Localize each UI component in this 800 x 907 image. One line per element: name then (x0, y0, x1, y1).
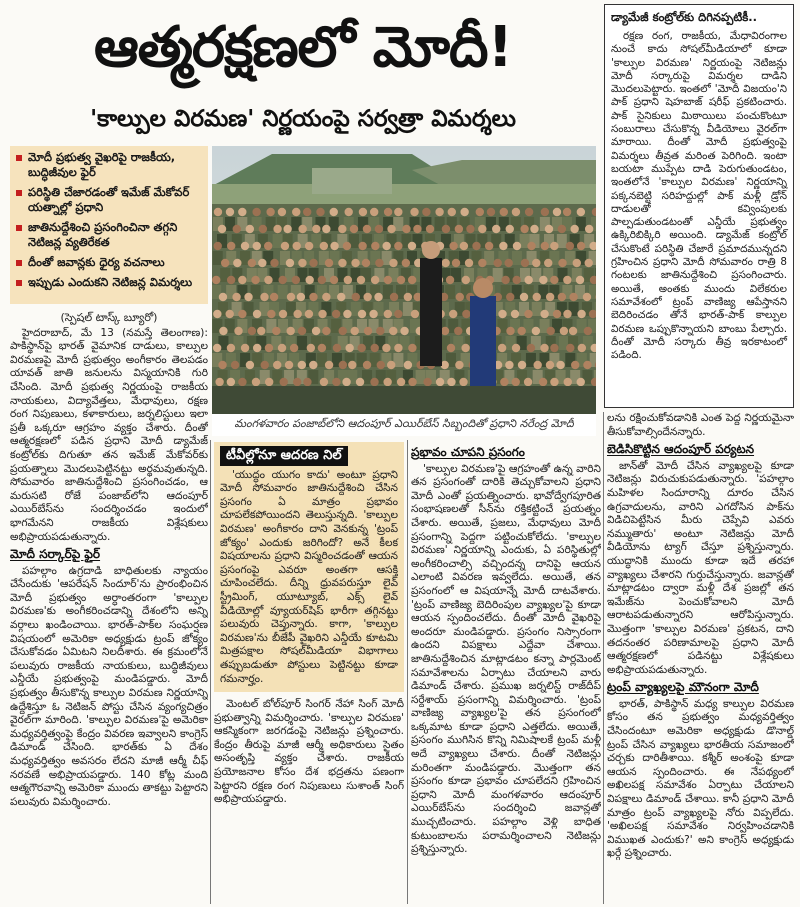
section-heading: మోదీ సర్కార్‌పై ఫైర్ (10, 547, 101, 562)
highlight-item: పరిస్థితి చేజారడంతో ఇమేజ్ మేకోవర్ యత్నాల్లో ప్రధాని (16, 185, 202, 215)
sidebar-box (604, 4, 794, 408)
continued-paragraph: లను రక్షించుకోవడానికి ఎంత పెద్ద నిర్ణయమైనా తీసుకోవాల్సిందేనన్నారు. (607, 412, 794, 438)
highlight-item: ఇప్పుడు ఎందుకని నెటిజన్ల విమర్శలు (16, 275, 202, 290)
highlight-item: దీంతో జవాన్లకు ధైర్య వచనాలు (16, 255, 202, 270)
highlights-box (10, 146, 208, 304)
column-2 (214, 442, 404, 904)
highlight-item: మోదీ ప్రభుత్వ వైఖరిపై రాజకీయ, బుద్ధిజీవుల ఫైర్ (16, 150, 202, 180)
body-paragraph: 'కాల్పుల విరమణ'పై ఆగ్రహంతో ఉన్న వారిని తన ప్రసంగంతో దారికి తెచ్చుకోవాలని ప్రధాని మోదీ ఎంతో ప్రయత్నించారు. భావోద్వేగపూరిత సంభాషణలతో సీన్‌ను రక్తికట్టించే ప్రయత్నం చేశారు. అయితే, ప్రజలు, మేధావులు మోదీ ప్రసంగాన్ని పెద్దగా పట్టించుకోలేదు. 'కాల్పుల విరమణ' నిర్ణయాన్ని ఎందుకు, ఏ పరిస్థితుల్లో అంగీకరించాల్సి వచ్చిందన్న దానిపై ఆయన ఎలాంటి వివరణ ఇవ్వలేదు. అయితే, తన ప్రసంగంలో ఆ విషయాన్నే మోదీ దాటవేశారు. 'ట్రంప్ వాణిజ్య బెదిరింపుల వ్యాఖ్యల'పై కూడా ఆయన స్పందించలేదు. దీంతో మోదీ వైఖరిపై అందరూ మండిపడ్డారు. ప్రసంగం నిస్సారంగా ఉందని విపక్షాలు ఎద్దేవా చేశాయి. జాతినుద్దేశించిన మాట్లాడటం కన్నా పార్లమెంట్ సమావేశాలను ఏర్పాటు చేయాలని వారు డిమాండ్ చేశారు. ప్రముఖ జర్నలిస్ట్ రాజ్‌దీప్ సర్దేశాయ్ ప్రసంగాన్ని విమర్శించారు. 'ట్రంప్ వాణిజ్య వ్యాఖ్యల'పై తన ప్రసంగంలో ఒక్కమాట కూడా ప్రధాని ఎత్తలేదు. అయితే, ప్రసంగం ముగిసిన కొన్ని నిమిషాలకే ట్రంప్ మళ్లీ అదే వ్యాఖ్యలు చేశారు. దీంతో నెటిజన్లు మరింతగా మండిపడ్డారు. మొత్తంగా తన ప్రసంగం కూడా ప్రభావం చూపలేదని గ్రహించిన ప్రధాని మోదీ మంగళవారం ఆదంపూర్ ఎయిర్‌బేస్‌ను సందర్శించి జవాన్లతో ముచ్చటించారు. పహల్గాం వెళ్లి బాధిత కుటుంబాలను పరామర్శించాలని నెటిజన్లు ప్రశ్నిస్తున్నారు. (411, 462, 601, 856)
body-paragraph: పహల్గాం ఉగ్రదాడి బాధితులకు న్యాయం చేసేందుకు 'ఆపరేషన్ సిందూర్'ను ప్రారంభించిన మోదీ ప్రభుత్వం అర్ధాంతరంగా 'కాల్పుల విరమణ'కు అంగీకరించడాన్ని దేశంలోని అన్ని వర్గాలు ఖండించాయి. భారత్-పాక్‌ల సంఘర్షణ విషయంలో అమెరికా అధ్యక్షుడు ట్రంప్ జోక్యం చేసుకోవడం ఏమిటని నిలదీశారు. ఈ క్రమంలోనే పలువురు రాజకీయ నాయకులు, బుద్ధిజీవులు ఎన్డీయే ప్రభుత్వంపై మండిపడ్డారు. మోదీ ప్రభుత్వం తీసుకొన్న కాల్పుల విరమణ నిర్ణయాన్ని ఉద్దేశిస్తూ ఓ నెటిజన్ పోస్టు చేసిన వ్యంగ్యచిత్రం వైరల్‌గా మారింది. 'కాల్పుల విరమణ'పై అమెరికా మధ్యవర్తిత్వంపై కేంద్రం వివరణ ఇవ్వాలని కాంగ్రెస్ డిమాండ్ చేసింది. భారత్‌కు ఏ దేశం మధ్యవర్తిత్వం అవసరం లేదని మాజీ ఆర్మీ చీఫ్ నరవణే అభిప్రాయపడ్డారు. 140 కోట్ల మంది ఆత్మగౌరవాన్ని అమెరికా ముందు తాకట్టు పెట్టారని పలువురు విమర్శించారు. (10, 564, 208, 808)
body-paragraph: భారత్, పాకిస్థాన్ మధ్య కాల్పుల విరమణ కోసం తన ప్రభుత్వం మధ్యవర్తిత్వం చేసిందంటూ అమెరికా అధ్యక్షుడు డొనాల్డ్ ట్రంప్ చేసిన వ్యాఖ్యలు భారతీయ సమాజంలో చర్చకు దారితీశాయి. కశ్మీర్ అంశంపై కూడా ఆయన స్పందించారు. ఈ నేపథ్యంలో అఖిలపక్ష సమావేశం ఏర్పాటు చేయాలని విపక్షాలు డిమాండ్ చేశాయి. కానీ ప్రధాని మోదీ మాత్రం ట్రంప్ వ్యాఖ్యలపై నోరు విప్పలేదు. 'అఖిలపక్ష సమావేశం నిర్వహించడానికి విముఖత ఎందుకు?' అని కాంగ్రెస్ అధ్యక్షుడు ఖర్గే ప్రశ్నించారు. (607, 697, 794, 860)
headline: ఆత్మరక్షణలో మోదీ! (93, 14, 513, 80)
body-paragraph: జాన్‌తో మోదీ చేసిన వ్యాఖ్యలపై కూడా నెటిజన్లు విరుచుకుపడుతున్నారు. 'పహల్గాం మహిళల సిందూరాన్ని దూరం చేసిన ఉగ్రవాదులను, వారిని ఎగదోసిన పాక్‌ను విడిచిపెట్టేసిన మీరు చెప్పేవి ఎవరు నమ్ముతారు' అంటూ నెటిజన్లు మోదీ వీడియోను ట్యాగ్ చేస్తూ ప్రశ్నిస్తున్నారు. యుద్ధానికి ముందు కూడా ఇదే తరహా వ్యాఖ్యలు చేశారని గుర్తుచేస్తున్నారు. జవాన్లతో మాట్లాడటం ద్వారా మళ్లీ దేశ ప్రజల్లో తన ఇమేజ్‌ను పెంచుకోవాలని మోదీ ఆరాటపడుతున్నారని ఆరోపిస్తున్నారు. మొత్తంగా 'కాల్పుల విరమణ' ప్రకటన, దాని తదనంతర పరిణామాలపై ప్రధాని మోదీ ఆత్మరక్షణలో పడినట్టు విశ్లేషకులు అభిప్రాయపడుతున్నారు. (607, 459, 794, 676)
sidebar-paragraph: రక్షణ రంగ, రాజకీయ, మేధావిరంగాల నుంచే కాదు సోషల్‌మీడియాలో కూడా 'కాల్పుల విరమణ' నిర్ణయంపై నెటిజన్లు మోదీ సర్కారుపై విమర్శల దాడిని మొదలుపెట్టారు. ఇంతలో 'మోదీ విజయం'ని పాక్ ప్రధాని షెహబాజ్ షరీఫ్ ప్రకటించారు. పాక్ సైనికులు మిఠాయిలు పంచుకొంటూ సంబురాలు చేసుకొన్న వీడియోలు వైరల్‌గా మారాయి. దీంతో మోదీ ప్రభుత్వంపై విమర్శలు తీవ్రత మరింత పెరిగింది. ఇంటా బయటా ముప్పేట దాడి పెరుగుతుండటం, ఇంతలోనే 'కాల్పుల విరమణ' నిర్ణయాన్ని పక్కనబెట్టి సరిహద్దుల్లో పాక్ మళ్లీ డ్రోన్ దాడులతో కవ్వింపులకు పాల్పడుతుండటంతో ఎన్డీయే ప్రభుత్వం ఉక్కిరిబిక్కిరి అయింది. డ్యామేజ్ కంట్రోల్ చేసుకొంటే పరిస్థితి చేజారే ప్రమాదమున్నదని గ్రహించిన ప్రధాని మోదీ సోమవారం రాత్రి 8 గంటలకు జాతినుద్దేశించి ప్రసంగించారు. అయితే, అంతకు ముందు విలేకరుల సమావేశంలో ట్రంప్ వాణిజ్య ఆపేస్తానని బెదిరించడం తోనే భారత్-పాక్ కాల్పుల విరమణ ఒప్పుకొన్నాయని బాంబు పేల్చారు. దీంతో మోదీ సర్కారు తీవ్ర ఇరకాటంలో పడింది. (611, 30, 787, 362)
bullet-square-icon (16, 280, 22, 286)
bullet-square-icon (16, 225, 22, 231)
tv-section-heading: టీవీల్లోనూ ఆదరణ నిల్ (220, 446, 348, 466)
bullet-square-icon (16, 190, 22, 196)
tv-box (214, 442, 404, 692)
column-4 (607, 412, 794, 904)
body-paragraph: మెంటల్ బోల్‌పూర్ సింగర్ నేహా సింగ్ మోదీ ప్రభుత్వాన్ని విమర్శించారు. 'కాల్పుల విరమణ' ఆకస్మికంగా జరగడంపై నెటిజన్లు ప్రశ్నించారు. కేంద్రం తీరుపై మాజీ ఆర్మీ అధికారులు సైతం అసంతృప్తి వ్యక్తం చేశారు. రాజకీయ ప్రయోజనాల కోసం దేశ భద్రతను పణంగా పెట్టారని రక్షణ రంగ నిపుణులు సుశాంత్ సింగ్ అభిప్రాయపడ్డారు. (214, 698, 404, 806)
sidebar-body (605, 30, 793, 390)
column-divider (603, 412, 604, 904)
column-divider (407, 440, 408, 904)
highlight-item: జాతినుద్దేశించి ప్రసంగించినా తగ్గని నెటిజన్ల వ్యతిరేకత (16, 220, 202, 250)
tv-paragraph: 'యుద్ధం యుగం కాదు' అంటూ ప్రధాని మోదీ సోమవారం జాతినుద్దేశించి చేసిన ప్రసంగం ఏ మాత్రం ప్రభావం చూపలేకపోయిందని తెలుస్తున్నది. 'కాల్పుల విరమణ' అంగీకారం దాని వెనకున్న 'ట్రంప్ జోక్యం' ఎందుకు జరిగిందో? అనే కీలక విషయాలను ప్రధాని విస్మరించడంతో ఆయన ప్రసంగంపై ఎవరూ అంతగా ఆసక్తి చూపించలేదు. దీన్ని ధ్రువపరుస్తూ లైవ్ స్ట్రీమింగ్, యూట్యూబ్, ఎక్స్ లైవ్ వీడియోల్లో వ్యూయర్‌షిప్ భారీగా తగ్గినట్టు పలువురు చెప్తున్నారు. కాగా, 'కాల్పుల విరమణ'ను బీజేపీ వైఖరిని ఎన్డీయే కూటమి మిత్రపక్షాల సోషల్‌మీడియా విభాగాలు తప్పుబడుతూ పోస్టులు పెట్టినట్టు కూడా గమనార్హం. (220, 468, 398, 685)
sidebar-title: డ్యామేజీ కంట్రోల్‌కు దిగినప్పటికీ.. (611, 10, 757, 24)
intro-paragraph: హైదరాబాద్, మే 13 (నమస్తే తెలంగాణ): పాకిస్థాన్‌పై భారత్ వైమానిక దాడులు, కాల్పుల విరమణపై మోదీ ప్రభుత్వం అంగీకారం తెలపడం యావత్ జాతి జనులను విస్మయానికి గురి చేసింది. మోదీ ప్రభుత్వ నిర్ణయంపై రాజకీయ నాయకులు, విద్యావేత్తలు, మేధావులు, రక్షణ రంగ నిపుణులు, కళాకారులు, జర్నలిస్టులు ఇలా ప్రతీ ఒక్కరూ ఆగ్రహం వ్యక్తం చేశారు. దీంతో ఆత్మరక్షణలో పడిన ప్రధాని మోదీ డ్యామేజ్ కంట్రోల్‌కు దిగుతూ తన ఇమేజ్ మేకోవర్‌కు ప్రయత్నాలు మొదలుపెట్టినట్టు అర్థమవుతున్నది. సోమవారం జాతినుద్దేశించి ప్రసంగించడం, ఆ మరుసటి రోజే పంజాబ్‌లోని ఆదంపూర్ ఎయిర్‌బేస్‌ను సందర్శించడం ఇందులో భాగమేనని రాజకీయ విశ్లేషకులు అభిప్రాయపడుతున్నారు. (10, 326, 208, 543)
column-divider (210, 440, 211, 904)
subheadline: 'కాల్పుల విరమణ' నిర్ణయంపై సర్వత్రా విమర్శలు (90, 106, 516, 132)
section-heading: ప్రభావం చూపని ప్రసంగం (411, 445, 525, 459)
crowd-photo-illustration (212, 146, 596, 414)
column-1 (10, 308, 208, 904)
bullet-square-icon (16, 260, 22, 266)
column-3 (411, 442, 601, 904)
bullet-square-icon (16, 155, 22, 161)
news-photo (212, 146, 596, 414)
photo-caption: మంగళవారం పంజాబ్‌లోని ఆదంపూర్ ఎయిర్‌బేస్ సిబ్బందితో ప్రధాని నరేంద్ర మోదీ (212, 414, 596, 436)
section-heading: ట్రంప్ వ్యాఖ్యలపై మౌనంగా మోదీ (607, 680, 759, 695)
section-heading: బెడిసికొట్టిన ఆదంపూర్ పర్యటన (607, 442, 755, 457)
dateline: (స్పెషల్ టాస్క్ బ్యూరో) (60, 311, 158, 324)
